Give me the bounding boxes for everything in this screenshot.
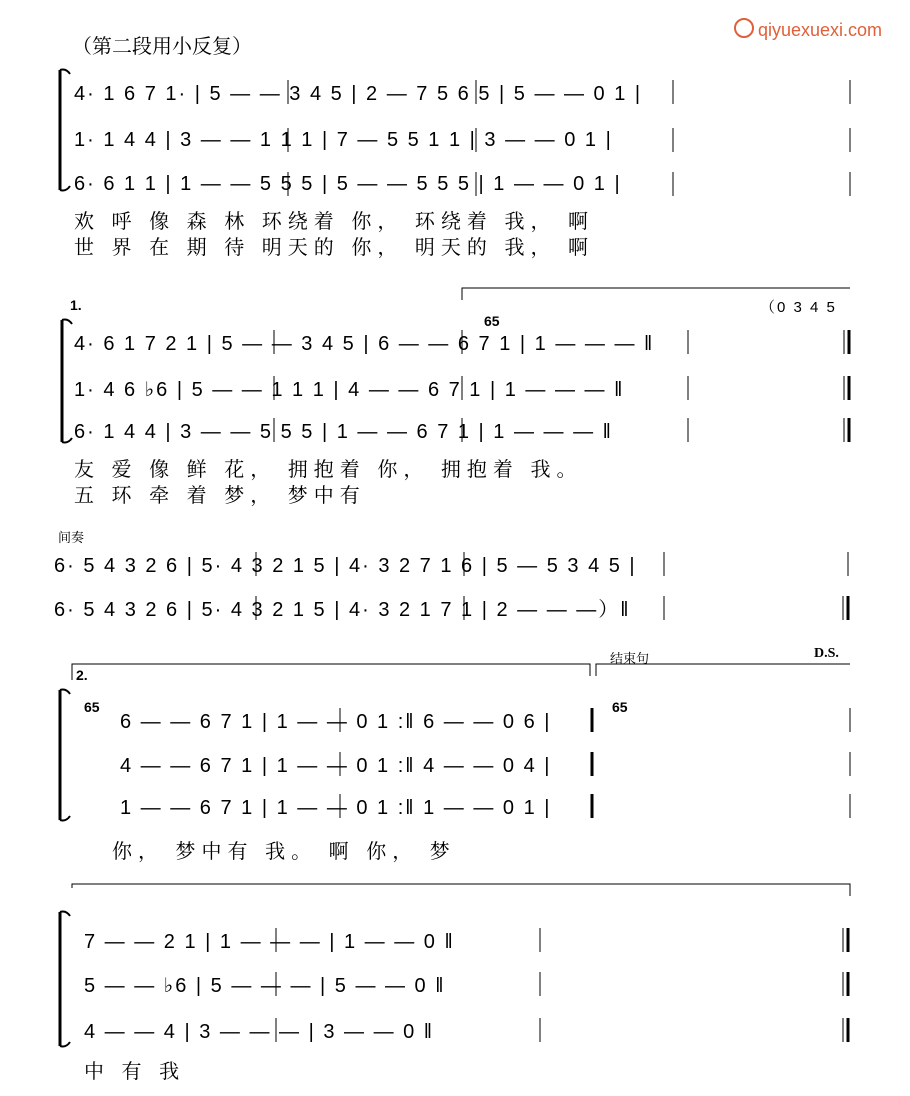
coda-label: 结束句	[610, 652, 650, 667]
interlude-label: 间奏	[58, 531, 85, 546]
s2-part-1: 4· 6 1 7 2 1 | 5 — — 3 4 5 | 6 — — 6 7 1 | 1 — — — ‖	[74, 333, 655, 355]
s4-coda-time-signature: 65	[612, 699, 628, 715]
s2-part-3: 6· 1 4 4 | 3 — — 5 5 5 | 1 — — 6 7 1 | 1 — — — ‖	[74, 421, 613, 443]
s5-part-3: 4 — — 4 | 3 — — — | 3 — — 0 ‖	[84, 1021, 435, 1043]
s5-part-2: 5 — — ♭6 | 5 — — — | 5 — — 0 ‖	[84, 975, 446, 997]
s2-ending-label: 1.	[70, 297, 82, 313]
s2-lyrics-1: 友 爱 像 鲜 花， 拥抱着 你， 拥抱着 我。	[74, 459, 583, 481]
section-note: （第二段用小反复）	[72, 34, 252, 58]
pickup-notes: （0 3 4 5	[760, 299, 837, 316]
s5-lyrics-1: 中 有 我	[84, 1061, 186, 1083]
system-2	[62, 288, 850, 443]
s2-part-2: 1· 4 6 ♭6 | 5 — — 1 1 1 | 4 — — 6 7 1 | 1 — — — ‖	[74, 379, 625, 401]
s1-part-1: 4· 1 6 7 1· | 5 — — 3 4 5 | 2 — 7 5 6 5 | 5 — — 0 1 |	[74, 83, 643, 105]
s3-part-2: 6· 5 4 3 2 6 | 5· 4 3 2 1 5 | 4· 3 2 1 7 1 | 2 — — —）‖	[54, 599, 631, 621]
s1-part-3: 6· 6 1 1 | 1 — — 5 5 5 | 5 — — 5 5 5 | 1 — — 0 1 |	[74, 173, 622, 195]
s4-lyrics-1: 你， 梦中有 我。 啊 你， 梦	[112, 841, 456, 863]
s2-time-signature: 65	[484, 313, 500, 329]
s4-ending-label: 2.	[76, 667, 88, 683]
s4-part-2: 4 — — 6 7 1 | 1 — — 0 1 :‖ 4 — — 0 4 |	[120, 755, 552, 777]
ds-marking: D.S.	[814, 646, 839, 661]
s4-time-signature: 65	[84, 699, 100, 715]
s5-part-1: 7 — — 2 1 | 1 — — — | 1 — — 0 ‖	[84, 931, 455, 953]
s2-lyrics-2: 五 环 牵 着 梦， 梦中有	[74, 485, 366, 507]
s4-part-3: 1 — — 6 7 1 | 1 — — 0 1 :‖ 1 — — 0 1 |	[120, 797, 552, 819]
watermark: qiyuexuexi.com	[734, 18, 882, 41]
s3-part-1: 6· 5 4 3 2 6 | 5· 4 3 2 1 5 | 4· 3 2 7 1 6 | 5 — 5 3 4 5 |	[54, 555, 637, 577]
s4-part-1: 6 — — 6 7 1 | 1 — — 0 1 :‖ 6 — — 0 6 |	[120, 711, 552, 733]
s1-lyrics-1: 欢 呼 像 森 林 环绕着 你， 环绕着 我， 啊	[74, 211, 595, 233]
s1-part-2: 1· 1 4 4 | 3 — — 1 1 1 | 7 — 5 5 1 1 | 3 — — 0 1 |	[74, 129, 613, 151]
s1-lyrics-2: 世 界 在 期 待 明天的 你， 明天的 我， 啊	[74, 237, 595, 259]
